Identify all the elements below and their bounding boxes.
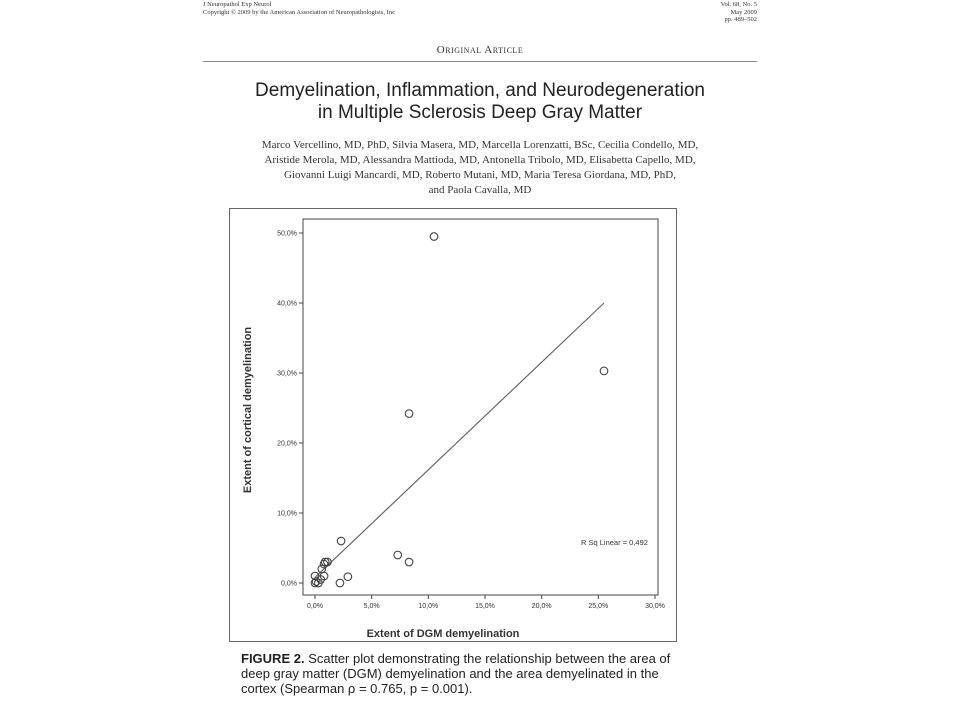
y-axis-label: Extent of cortical demyelination bbox=[242, 326, 254, 494]
title-line-2: in Multiple Sclerosis Deep Gray Matter bbox=[317, 102, 643, 123]
x-tick-label: 5,0% bbox=[363, 603, 380, 610]
x-tick-label: 25,0% bbox=[588, 603, 609, 610]
x-tick-label: 30,0% bbox=[645, 603, 665, 610]
data-point bbox=[394, 551, 402, 559]
title-line-1: Demyelination, Inflammation, and Neurodegeneration bbox=[255, 80, 705, 101]
y-tick-label: 10,0% bbox=[277, 510, 297, 518]
publication-date: May 2009 bbox=[730, 8, 757, 16]
article-type-label: Original Article bbox=[436, 44, 524, 56]
y-tick-label: 20,0% bbox=[277, 440, 297, 448]
data-point bbox=[405, 410, 413, 418]
figure-caption bbox=[241, 651, 681, 696]
y-tick-label: 50,0% bbox=[277, 230, 297, 238]
copyright-line: Copyright © 2009 by the American Association of Neuropathologists, Inc bbox=[203, 8, 395, 16]
x-tick-label: 0,0% bbox=[307, 603, 323, 610]
figure-label: FIGURE 2. bbox=[241, 651, 305, 666]
journal-name: J Neuropathol Exp Neurol bbox=[203, 1, 272, 8]
data-point bbox=[405, 558, 413, 566]
page-range: pp. 489–502 bbox=[724, 16, 757, 23]
x-tick-label: 20,0% bbox=[531, 603, 552, 610]
author-line: Marco Vercellino, MD, PhD, Silvia Masera, MD, Marcella Lorenzatti, BSc, Cecilia Condello, MD, bbox=[261, 139, 699, 151]
data-point bbox=[344, 573, 352, 581]
data-points bbox=[311, 233, 608, 587]
x-tick-label: 15,0% bbox=[475, 603, 495, 610]
x-axis-ticks bbox=[307, 595, 665, 610]
x-tick-label: 10,0% bbox=[418, 603, 439, 610]
author-line: and Paola Cavalla, MD bbox=[428, 184, 532, 196]
x-axis-label: Extent of DGM demyelination bbox=[366, 628, 520, 640]
data-point bbox=[430, 233, 438, 241]
data-point bbox=[600, 367, 608, 375]
data-point bbox=[337, 537, 345, 545]
author-line: Aristide Merola, MD, Alessandra Mattioda, MD, Antonella Tribolo, MD, Elisabetta Capello, MD, bbox=[264, 154, 696, 166]
y-tick-label: 0,0% bbox=[281, 580, 297, 588]
volume-issue: Vol. 68, No. 5 bbox=[720, 1, 757, 8]
y-tick-label: 30,0% bbox=[277, 370, 297, 378]
regression-line-group bbox=[315, 303, 604, 577]
author-line: Giovanni Luigi Mancardi, MD, Roberto Mutani, MD, Maria Teresa Giordana, MD, PhD, bbox=[284, 169, 676, 181]
r-squared-annotation: R Sq Linear = 0,492 bbox=[581, 538, 648, 547]
data-point bbox=[336, 579, 344, 587]
y-tick-label: 40,0% bbox=[277, 300, 297, 308]
y-axis-ticks bbox=[277, 231, 303, 588]
regression-line bbox=[315, 303, 604, 577]
caption-text: Scatter plot demonstrating the relationship between the area of deep gray matter (DGM) demyelination and the area demyelinated in the cortex (Spearman ρ = 0.765, p = 0.001). bbox=[241, 651, 671, 696]
